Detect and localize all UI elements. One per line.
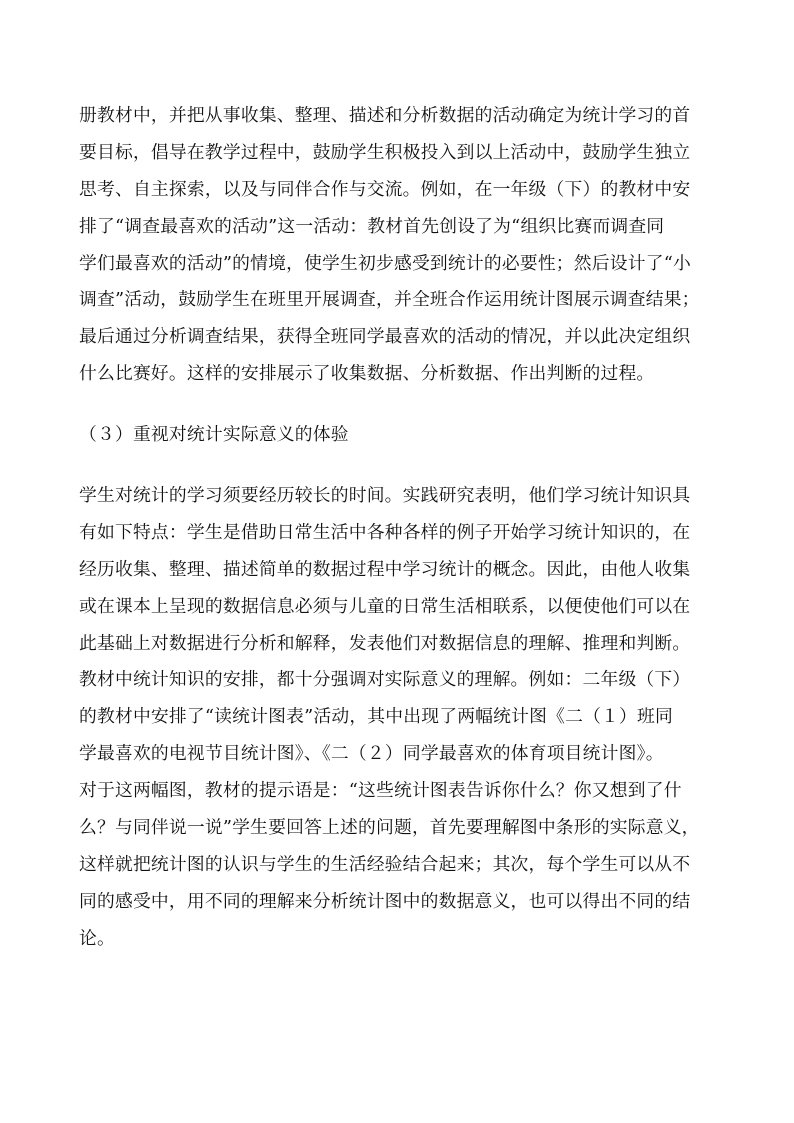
text-line: 排了“调查最喜欢的活动”这一活动：教材首先创设了为“组织比赛而调查同 xyxy=(79,215,665,237)
text-line: 有如下特点：学生是借助日常生活中各种各样的例子开始学习统计知识的，在 xyxy=(79,521,691,543)
text-line: 经历收集、整理、描述简单的数据过程中学习统计的概念。因此，由他人收集 xyxy=(79,558,691,580)
text-line: 最后通过分析调查结果，获得全班同学最喜欢的活动的情况，并以此决定组织 xyxy=(79,326,691,348)
text-line: 此基础上对数据进行分析和解释，发表他们对数据信息的理解、推理和判断。 xyxy=(79,632,691,654)
document-page xyxy=(79,98,719,958)
text-line: 的教材中安排了“读统计图表”活动，其中出现了两幅统计图《二（１）班同 xyxy=(79,706,673,728)
paragraph-gap xyxy=(79,454,719,478)
text-line: 册教材中，并把从事收集、整理、描述和分析数据的活动确定为统计学习的首 xyxy=(79,105,691,126)
text-line: 或在课本上呈现的数据信息必须与儿童的日常生活相联系，以便使他们可以在 xyxy=(79,595,691,617)
text-line: 么？与同伴说一说”学生要回答上述的问题，首先要理解图中条形的实际意义， xyxy=(79,817,700,839)
text-line: 学生对统计的学习须要经历较长的时间。实践研究表明，他们学习统计知识具 xyxy=(79,485,691,507)
text-line: 思考、自主探索，以及与同伴合作与交流。例如，在一年级（下）的教材中安 xyxy=(79,178,691,200)
section-heading: （３）重视对统计实际意义的体验 xyxy=(79,424,349,446)
paragraph-gap xyxy=(79,393,719,417)
text-line: 要目标，倡导在教学过程中，鼓励学生积极投入到以上活动中，鼓励学生独立 xyxy=(79,141,691,163)
text-line: 论。 xyxy=(79,927,115,949)
text-line: 教材中统计知识的安排，都十分强调对实际意义的理解。例如：二年级（下） xyxy=(79,669,691,691)
text-line: 调查”活动，鼓励学生在班里开展调查，并全班合作运用统计图展示调查结果； xyxy=(79,289,700,311)
paragraph-statistics-activities xyxy=(79,98,719,393)
paragraph-practical-meaning xyxy=(79,478,719,958)
text-line: 学最喜欢的电视节目统计图》、《二（２）同学最喜欢的体育项目统计图》。 xyxy=(79,743,664,765)
text-line: 什么比赛好。这样的安排展示了收集数据、分析数据、作出判断的过程。 xyxy=(79,363,655,385)
text-line: 对于这两幅图，教材的提示语是：“这些统计图表告诉你什么？你又想到了什 xyxy=(79,780,682,802)
text-line: 同的感受中，用不同的理解来分析统计图中的数据意义，也可以得出不同的结 xyxy=(79,890,691,912)
text-line: 这样就把统计图的认识与学生的生活经验结合起来；其次，每个学生可以从不 xyxy=(79,853,691,875)
text-line: 学们最喜欢的活动”的情境，使学生初步感受到统计的必要性；然后设计了“小 xyxy=(79,252,691,274)
